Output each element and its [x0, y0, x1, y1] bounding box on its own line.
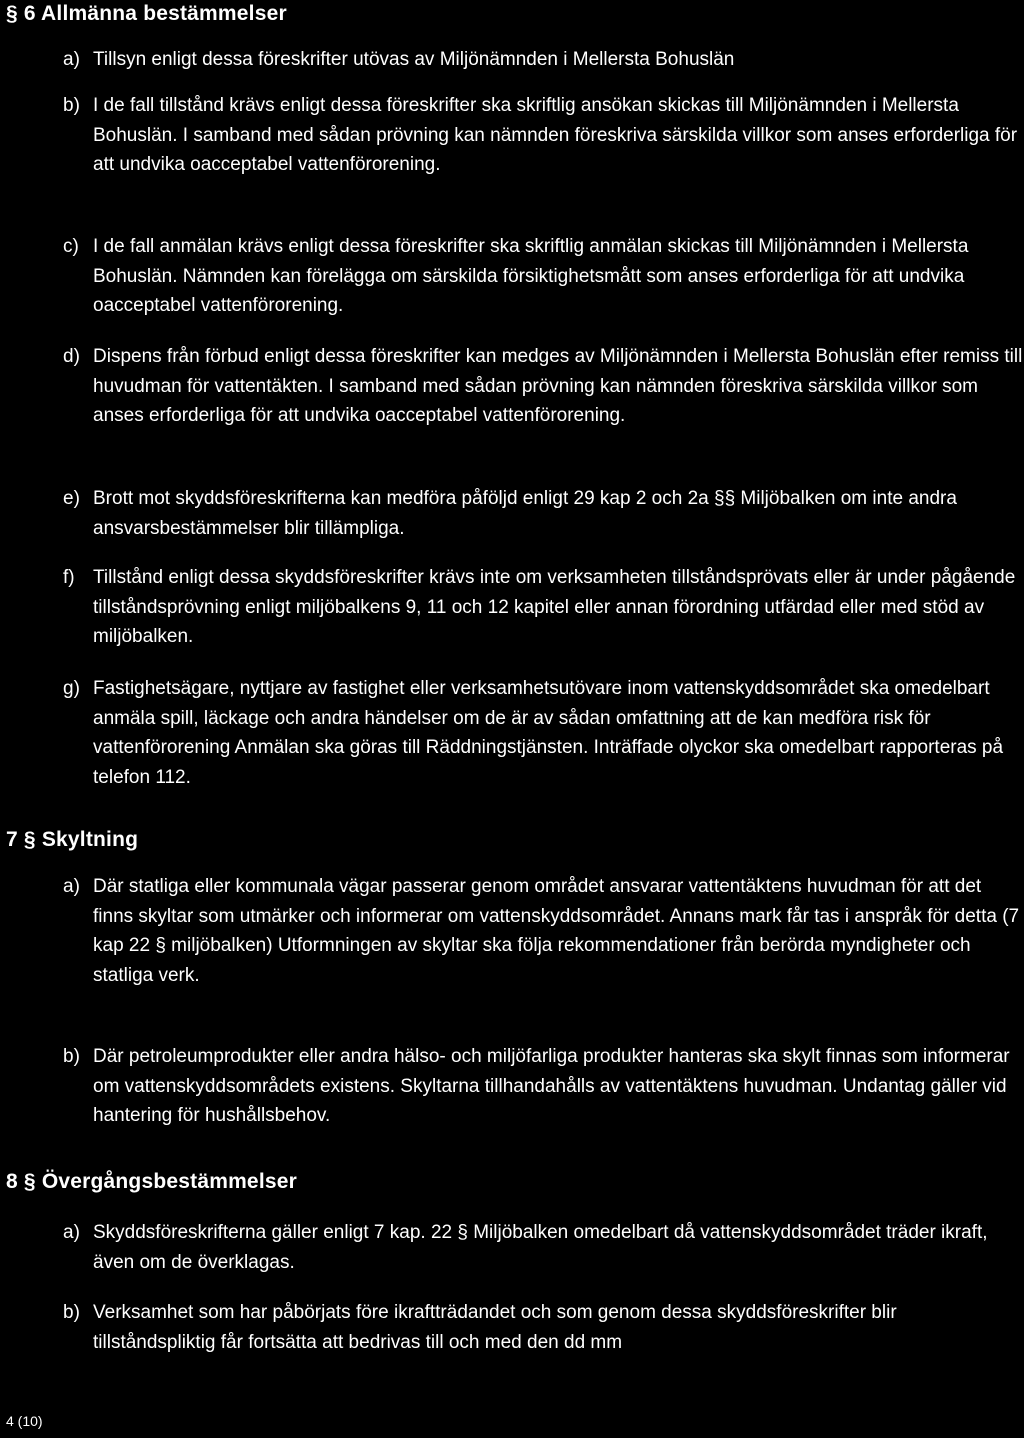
item-text: I de fall tillstånd krävs enligt dessa föreskrifter ska skriftlig ansökan skickas till Miljönämnden i Mellersta Bohuslän. I samband med sådan prövning kan nämnden föreskriva särskilda villkor som anses erforderliga för att undvika oacceptabel vattenförorening. [93, 95, 1018, 175]
section-7-item-a [63, 872, 1023, 990]
section-6-item-c [63, 232, 1023, 321]
section-8-item-b [63, 1298, 1023, 1357]
item-label: a) [63, 49, 80, 70]
item-label: a) [63, 876, 80, 897]
item-text: Brott mot skyddsföreskrifterna kan medföra påföljd enligt 29 kap 2 och 2a §§ Miljöbalken om inte andra ansvarsbestämmelser blir tillämpliga. [93, 488, 957, 539]
item-label: b) [63, 1046, 80, 1067]
item-label: b) [63, 95, 80, 116]
section-6-item-g [63, 674, 1023, 792]
item-label: d) [63, 346, 80, 367]
section-8-heading: 8 § Övergångsbestämmelser [6, 1170, 297, 1193]
item-text: Tillstånd enligt dessa skyddsföreskrifter krävs inte om verksamheten tillståndsprövats eller är under pågående tillståndsprövning enligt miljöbalkens 9, 11 och 12 kapitel eller annan förordning utfärdad eller med stöd av miljöbalken. [93, 567, 1016, 647]
item-text: Verksamhet som har påbörjats före ikraftträdandet och som genom dessa skyddsföreskrifter blir tillståndspliktig får fortsätta att bedrivas till och med den dd mm [93, 1302, 897, 1353]
section-6-item-a [63, 45, 1023, 75]
item-text: Fastighetsägare, nyttjare av fastighet eller verksamhetsutövare inom vattenskyddsområdet ska omedelbart anmäla spill, läckage och andra händelser om de är av sådan omfattning att de kan medföra risk för vattenförorening Anmälan ska göras till Räddningstjänsten. Inträffade olyckor ska omedelbart rapporteras på telefon 112. [93, 678, 1004, 788]
section-6-item-e [63, 484, 1023, 543]
page-number: 4 (10) [6, 1413, 43, 1429]
section-8-item-a [63, 1218, 1023, 1277]
item-label: g) [63, 678, 80, 699]
item-text: I de fall anmälan krävs enligt dessa föreskrifter ska skriftlig anmälan skickas till Miljönämnden i Mellersta Bohuslän. Nämnden kan förelägga om särskilda försiktighetsmått som anses erforderliga för att undvika oacceptabel vattenförorening. [93, 236, 969, 316]
item-label: a) [63, 1222, 80, 1243]
item-label: e) [63, 488, 80, 509]
item-text: Skyddsföreskrifterna gäller enligt 7 kap. 22 § Miljöbalken omedelbart då vattenskyddsområdet träder ikraft, även om de överklagas. [93, 1222, 988, 1273]
item-label: b) [63, 1302, 80, 1323]
section-7-heading: 7 § Skyltning [6, 828, 139, 851]
item-text: Tillsyn enligt dessa föreskrifter utövas av Miljönämnden i Mellersta Bohuslän [93, 49, 735, 70]
item-label: c) [63, 236, 79, 257]
item-label: f) [63, 567, 75, 588]
item-text: Dispens från förbud enligt dessa föreskrifter kan medges av Miljönämnden i Mellersta Bohuslän efter remiss till huvudman för vattentäkten. I samband med sådan prövning kan nämnden föreskriva särskilda villkor som anses erforderliga för att undvika oacceptabel vattenförorening. [93, 346, 1023, 426]
section-6-item-d [63, 342, 1023, 431]
section-6-item-b [63, 91, 1023, 180]
item-text: Där statliga eller kommunala vägar passerar genom området ansvarar vattentäktens huvudman för att det finns skyltar som utmärker och informerar om vattenskyddsområdet. Annans mark får tas i anspråk för detta (7 kap 22 § miljöbalken) Utformningen av skyltar ska följa rekommendationer från berörda myndigheter och statliga verk. [93, 876, 1020, 986]
section-7-item-b [63, 1042, 1023, 1131]
section-6-item-f [63, 563, 1023, 652]
item-text: Där petroleumprodukter eller andra hälso- och miljöfarliga produkter hanteras ska skylt finnas som informerar om vattenskyddsområdets existens. Skyltarna tillhandahålls av vattentäktens huvudman. Undantag gäller vid hantering för hushållsbehov. [93, 1046, 1010, 1126]
section-6-heading: § 6 Allmänna bestämmelser [6, 2, 287, 25]
